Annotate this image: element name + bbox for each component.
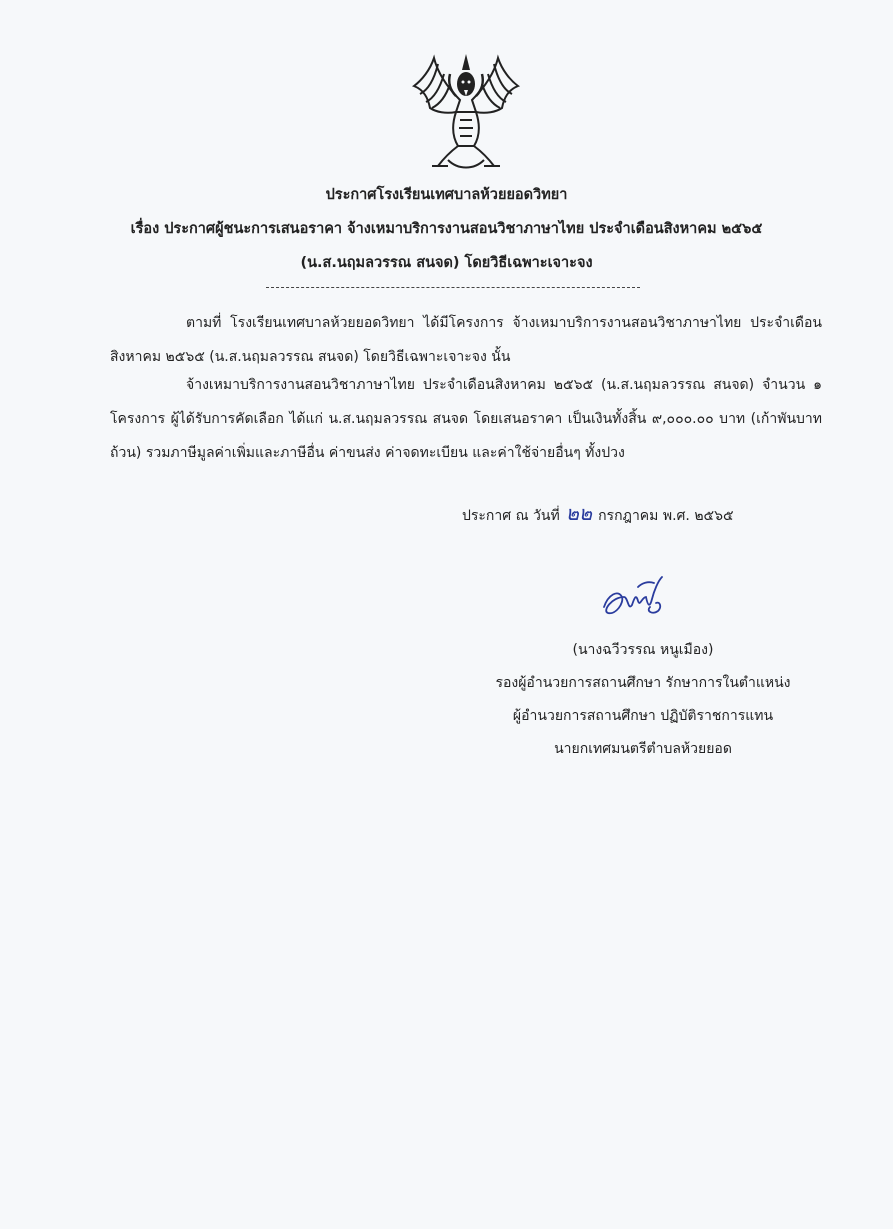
garuda-emblem-icon	[408, 50, 524, 174]
announcement-subject: เรื่อง ประกาศผู้ชนะการเสนอราคา จ้างเหมาบริการงานสอนวิชาภาษาไทย ประจำเดือนสิงหาคม ๒๕๖๕	[130, 221, 763, 237]
date-month-year: กรกฎาคม พ.ศ. ๒๕๖๕	[598, 508, 734, 524]
paragraph-2-text: จ้างเหมาบริการงานสอนวิชาภาษาไทย ประจำเดือนสิงหาคม ๒๕๖๕ (น.ส.นฤมลวรรณ สนจด) จำนวน ๑ โครงการ ผู้ได้รับการคัดเลือก ได้แก่ น.ส.นฤมลวรรณ สนจด โดยเสนอราคา เป็นเงินทั้งสิ้น ๙,๐๐๐.๐๐ บาท (เก้าพันบาทถ้วน) รวมภาษีมูลค่าเพิ่มและภาษีอื่น ค่าขนส่ง ค่าจดทะเบียน และค่าใช้จ่ายอื่นๆ ทั้งปวง	[110, 377, 822, 461]
announcement-subject-line2: (น.ส.นฤมลวรรณ สนจด) โดยวิธีเฉพาะเจาะจง	[300, 255, 593, 271]
announcement-date	[462, 497, 734, 529]
body-paragraph-1	[110, 306, 822, 374]
signatory-block	[478, 634, 808, 766]
signatory-name: (นางฉวีวรรณ หนูเมือง)	[572, 642, 714, 658]
signatory-position-2: ผู้อำนวยการสถานศึกษา ปฏิบัติราชการแทน	[512, 708, 774, 724]
handwritten-signature-icon	[598, 567, 670, 623]
date-prefix: ประกาศ ณ วันที่	[462, 508, 560, 524]
announcement-title: ประกาศโรงเรียนเทศบาลห้วยยอดวิทยา	[325, 187, 568, 203]
body-paragraph-2	[110, 368, 822, 470]
signatory-position-3: นายกเทศมนตรีตำบลห้วยยอด	[554, 741, 732, 757]
date-day-handwritten: ๒๒	[565, 501, 593, 525]
signatory-position-1: รองผู้อำนวยการสถานศึกษา รักษาการในตำแหน่ง	[495, 675, 791, 691]
title-block	[90, 178, 803, 280]
dashed-divider	[266, 287, 640, 288]
paragraph-1-text: ตามที่ โรงเรียนเทศบาลห้วยยอดวิทยา ได้มีโครงการ จ้างเหมาบริการงานสอนวิชาภาษาไทย ประจำเดือน สิงหาคม ๒๕๖๕ (น.ส.นฤมลวรรณ สนจด) โดยวิธีเฉพาะเจาะจง นั้น	[110, 315, 822, 365]
